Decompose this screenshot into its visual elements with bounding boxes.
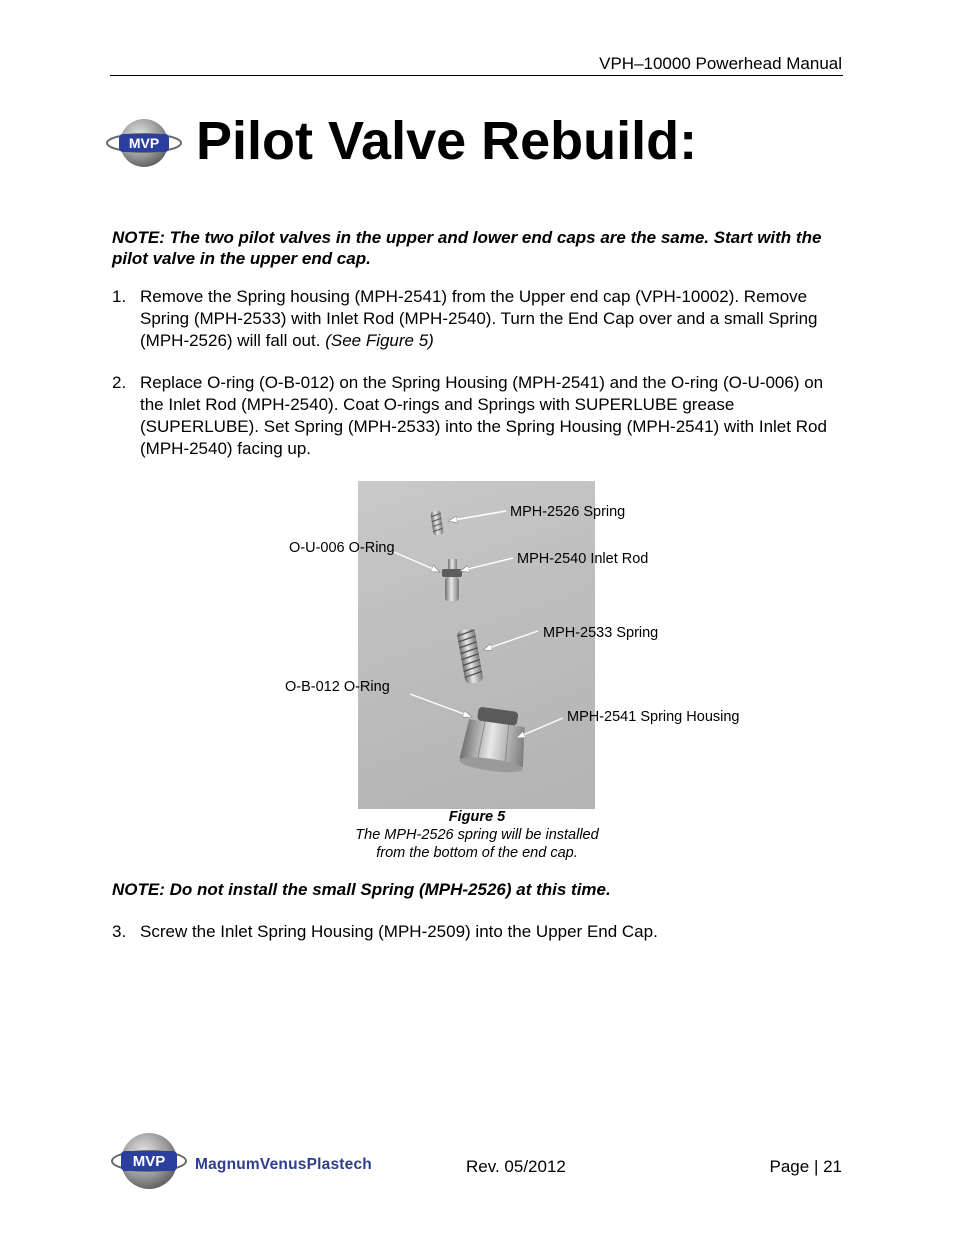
mvp-logo: [106, 117, 184, 169]
figure-caption-line: from the bottom of the end cap.: [376, 845, 578, 861]
callout-oring-ob012: O-B-012 O-Ring: [285, 679, 390, 695]
large-spring-part: [456, 628, 483, 684]
step-text: Remove the Spring housing (MPH-2541) from the Upper end cap (VPH-10002). Remove Spring (MPH-2533) with Inlet Rod (MPH-2540). Turn the End Cap over and a small Spring (MPH-2526) will fall out. (See Figure 5): [140, 287, 818, 350]
footer-brand: MagnumVenusPlastech: [195, 1156, 372, 1173]
footer-page-number: Page | 21: [769, 1157, 842, 1176]
footer-mvp-logo: [111, 1130, 187, 1192]
callout-spring-2526: MPH-2526 Spring: [510, 504, 626, 520]
step-number: 3.: [112, 922, 127, 941]
step-number: 2.: [112, 373, 127, 392]
callout-housing-2541: MPH-2541 Spring Housing: [567, 709, 740, 725]
figure-caption-title: Figure 5: [448, 809, 506, 825]
header-title: VPH–10000 Powerhead Manual: [599, 54, 842, 73]
parts-photo: [358, 481, 595, 809]
step-number: 1.: [112, 287, 127, 306]
figure-caption-line: The MPH-2526 spring will be installed: [355, 827, 599, 843]
parts-illustration: [358, 481, 595, 809]
small-spring-part: [430, 510, 443, 535]
callout-spring-2533: MPH-2533 Spring: [543, 625, 659, 641]
header-rule: [110, 75, 843, 76]
callout-inlet-rod-2540: MPH-2540 Inlet Rod: [517, 551, 649, 567]
figure-reference: (See Figure 5): [325, 331, 434, 350]
note-pilot-valves: NOTE: The two pilot valves in the upper and lower end caps are the same. Start with the pilot valve in the upper end cap.: [112, 228, 822, 268]
page-title: Pilot Valve Rebuild:: [196, 111, 698, 171]
footer-revision: Rev. 05/2012: [466, 1157, 566, 1176]
step-text: Replace O-ring (O-B-012) on the Spring Housing (MPH-2541) and the O-ring (O-U-006) on the Inlet Rod (MPH-2540). Coat O-rings and Springs with SUPERLUBE grease (SUPERLUBE). Set Spring (MPH-2533) into the Spring Housing (MPH-2541) with Inlet Rod (MPH-2540) facing up.: [140, 373, 827, 458]
callout-oring-ou006: O-U-006 O-Ring: [289, 540, 395, 556]
logo-text: MVP: [128, 135, 160, 151]
inlet-rod-part: [442, 559, 462, 601]
note-small-spring: NOTE: Do not install the small Spring (MPH-2526) at this time.: [112, 880, 611, 899]
logo-text: MVP: [132, 1153, 166, 1170]
spring-housing-part: [458, 705, 530, 775]
step-text: Screw the Inlet Spring Housing (MPH-2509) into the Upper End Cap.: [140, 922, 658, 941]
